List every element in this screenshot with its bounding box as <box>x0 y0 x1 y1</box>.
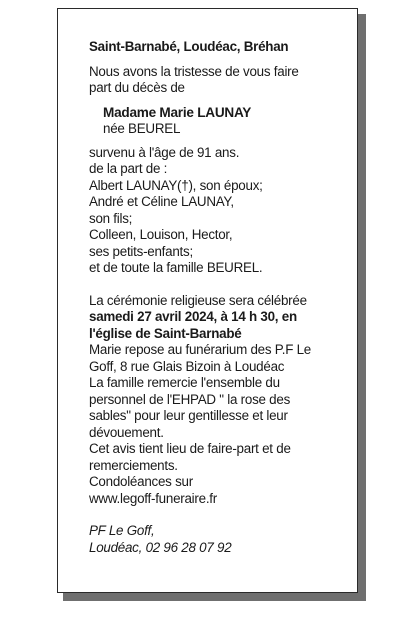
ceremony-date: samedi 27 avril 2024, à 14 h 30, en <box>89 309 297 324</box>
detail-line: personnel de l'EHPAD " la rose des <box>89 391 291 407</box>
deceased-name: Madame Marie LAUNAY <box>103 104 252 120</box>
intro-line: Nous avons la tristesse de vous faire <box>89 63 299 79</box>
family-line: son fils; <box>89 210 133 226</box>
detail-line: dévouement. <box>89 424 164 440</box>
intro-line: part du décès de <box>89 80 185 95</box>
family-list <box>89 145 351 277</box>
family-line: de la part de : <box>89 161 168 176</box>
family-line: et de toute la famille BEUREL. <box>89 260 263 275</box>
details-list <box>89 342 351 507</box>
spacer <box>89 507 351 523</box>
website-link[interactable]: www.legoff-funeraire.fr <box>89 490 217 506</box>
family-line: André et Céline LAUNAY, <box>89 194 234 209</box>
maiden-name: née BEUREL <box>103 121 181 136</box>
family-line: Colleen, Louison, Hector, <box>89 227 233 242</box>
notice-heading: Saint-Barnabé, Loudéac, Bréhan <box>89 39 289 54</box>
obituary-notice <box>57 8 358 593</box>
detail-line: Goff, 8 rue Glais Bizoin à Loudéac <box>89 358 285 374</box>
detail-line: Marie repose au funérarium des P.F Le <box>89 342 311 357</box>
detail-line: sables" pour leur gentillesse et leur <box>89 408 288 423</box>
family-line: Albert LAUNAY(†), son époux; <box>89 177 263 193</box>
spacer <box>89 277 351 293</box>
signature-company: PF Le Goff, <box>89 523 155 538</box>
family-line: survenu à l'âge de 91 ans. <box>89 144 240 160</box>
detail-line: La famille remercie l'ensemble du <box>89 375 280 390</box>
detail-line: remerciements. <box>89 457 178 473</box>
family-line: ses petits-enfants; <box>89 243 193 259</box>
deceased-block <box>103 105 351 138</box>
ceremony-intro: La cérémonie religieuse sera célébrée <box>89 292 307 308</box>
signature-contact: Loudéac, 02 96 28 07 92 <box>89 539 232 555</box>
ceremony-place: l'église de Saint-Barnabé <box>89 325 242 341</box>
notice-content <box>89 39 351 556</box>
detail-line: Cet avis tient lieu de faire-part et de <box>89 441 291 456</box>
detail-line: Condoléances sur <box>89 474 193 489</box>
